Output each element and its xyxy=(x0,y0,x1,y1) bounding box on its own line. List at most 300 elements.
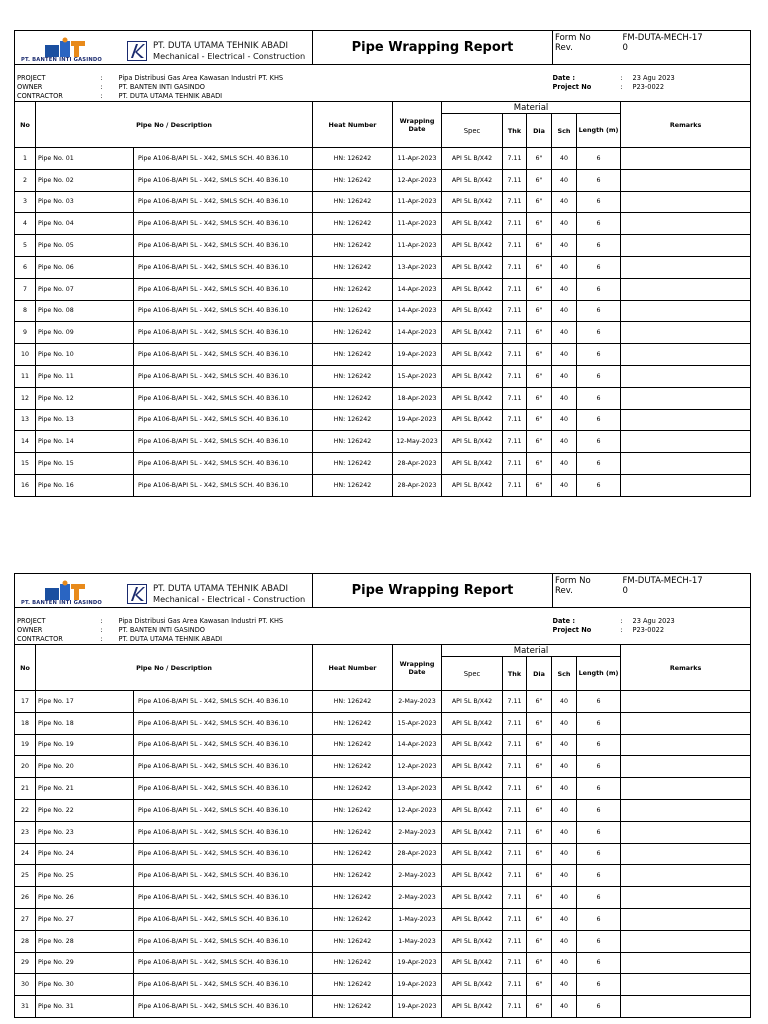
col-wrapping-date: Wrapping Date xyxy=(393,102,442,148)
wrapping-date: 11-Apr-2023 xyxy=(393,213,442,235)
spec: API 5L B/X42 xyxy=(442,734,503,756)
pipe-no: Pipe No. 18 xyxy=(36,712,134,734)
heat-number: HN: 126242 xyxy=(313,322,393,344)
spec: API 5L B/X42 xyxy=(442,344,503,366)
pipe-no: Pipe No. 16 xyxy=(36,474,134,496)
length: 6 xyxy=(577,996,621,1018)
pipe-no: Pipe No. 17 xyxy=(36,691,134,713)
remarks xyxy=(621,778,751,800)
pipe-no: Pipe No. 13 xyxy=(36,409,134,431)
table-row xyxy=(15,865,751,887)
owner-label: OWNER xyxy=(17,626,43,634)
thickness: 7.11 xyxy=(503,865,527,887)
table-row xyxy=(15,365,751,387)
col-no: No xyxy=(15,102,36,148)
length: 6 xyxy=(577,974,621,996)
wrapping-date: 19-Apr-2023 xyxy=(393,952,442,974)
diameter: 6" xyxy=(527,148,552,170)
row-number: 2 xyxy=(15,169,36,191)
remarks xyxy=(621,322,751,344)
length: 6 xyxy=(577,453,621,475)
schedule: 40 xyxy=(552,235,577,257)
length: 6 xyxy=(577,474,621,496)
table-row xyxy=(15,387,751,409)
table-row xyxy=(15,213,751,235)
table-row xyxy=(15,887,751,909)
length: 6 xyxy=(577,799,621,821)
pipe-description: Pipe A106-B/API 5L - X42, SMLS SCH. 40 B36.10 xyxy=(134,344,313,366)
row-number: 6 xyxy=(15,256,36,278)
pipe-no: Pipe No. 05 xyxy=(36,235,134,257)
diameter: 6" xyxy=(527,843,552,865)
diameter: 6" xyxy=(527,799,552,821)
thickness: 7.11 xyxy=(503,344,527,366)
pipe-description: Pipe A106-B/API 5L - X42, SMLS SCH. 40 B36.10 xyxy=(134,930,313,952)
table-row xyxy=(15,322,751,344)
col-pipe: Pipe No / Description xyxy=(36,645,313,691)
schedule: 40 xyxy=(552,169,577,191)
pipe-no: Pipe No. 04 xyxy=(36,213,134,235)
pipe-no: Pipe No. 10 xyxy=(36,344,134,366)
row-number: 27 xyxy=(15,908,36,930)
col-sch: Sch xyxy=(552,657,577,691)
spec: API 5L B/X42 xyxy=(442,431,503,453)
pipe-no: Pipe No. 25 xyxy=(36,865,134,887)
spec: API 5L B/X42 xyxy=(442,908,503,930)
length: 6 xyxy=(577,256,621,278)
heat-number: HN: 126242 xyxy=(313,169,393,191)
remarks xyxy=(621,235,751,257)
spec: API 5L B/X42 xyxy=(442,213,503,235)
spec: API 5L B/X42 xyxy=(442,865,503,887)
pipe-description: Pipe A106-B/API 5L - X42, SMLS SCH. 40 B36.10 xyxy=(134,453,313,475)
contractor-value: PT. DUTA UTAMA TEHNIK ABADI xyxy=(118,635,223,643)
spec: API 5L B/X42 xyxy=(442,365,503,387)
table-row xyxy=(15,734,751,756)
diameter: 6" xyxy=(527,887,552,909)
row-number: 14 xyxy=(15,431,36,453)
remarks xyxy=(621,431,751,453)
pipe-description: Pipe A106-B/API 5L - X42, SMLS SCH. 40 B36.10 xyxy=(134,256,313,278)
col-wrapping-date: Wrapping Date xyxy=(393,645,442,691)
owner-label: OWNER xyxy=(17,83,43,91)
heat-number: HN: 126242 xyxy=(313,148,393,170)
wrapping-date: 12-Apr-2023 xyxy=(393,799,442,821)
row-number: 22 xyxy=(15,799,36,821)
col-sch: Sch xyxy=(552,114,577,148)
pipe-description: Pipe A106-B/API 5L - X42, SMLS SCH. 40 B36.10 xyxy=(134,148,313,170)
row-number: 7 xyxy=(15,278,36,300)
thickness: 7.11 xyxy=(503,908,527,930)
heat-number: HN: 126242 xyxy=(313,300,393,322)
wrapping-date: 12-May-2023 xyxy=(393,431,442,453)
pipe-no: Pipe No. 11 xyxy=(36,365,134,387)
row-number: 5 xyxy=(15,235,36,257)
length: 6 xyxy=(577,778,621,800)
schedule: 40 xyxy=(552,256,577,278)
row-number: 23 xyxy=(15,821,36,843)
pipe-description: Pipe A106-B/API 5L - X42, SMLS SCH. 40 B36.10 xyxy=(134,756,313,778)
project-no-label: Project No xyxy=(552,83,592,91)
remarks xyxy=(621,278,751,300)
pipe-no: Pipe No. 20 xyxy=(36,756,134,778)
diameter: 6" xyxy=(527,278,552,300)
project-value: Pipa Distribusi Gas Area Kawasan Industri PT. KHS xyxy=(118,74,284,82)
date-label: Date : xyxy=(552,617,575,625)
remarks xyxy=(621,996,751,1018)
schedule: 40 xyxy=(552,365,577,387)
col-thk: Thk xyxy=(503,657,527,691)
logo-area xyxy=(15,31,313,65)
thickness: 7.11 xyxy=(503,843,527,865)
diameter: 6" xyxy=(527,453,552,475)
client-logo-text: PT. BANTEN INTI GASINDO xyxy=(21,57,103,63)
pipe-no: Pipe No. 01 xyxy=(36,148,134,170)
row-number: 18 xyxy=(15,712,36,734)
pipe-description: Pipe A106-B/API 5L - X42, SMLS SCH. 40 B36.10 xyxy=(134,712,313,734)
wrapping-date: 12-Apr-2023 xyxy=(393,756,442,778)
thickness: 7.11 xyxy=(503,409,527,431)
length: 6 xyxy=(577,712,621,734)
pipe-no: Pipe No. 29 xyxy=(36,952,134,974)
remarks xyxy=(621,365,751,387)
spec: API 5L B/X42 xyxy=(442,453,503,475)
pipe-description: Pipe A106-B/API 5L - X42, SMLS SCH. 40 B36.10 xyxy=(134,734,313,756)
col-remarks: Remarks xyxy=(621,102,751,148)
table-row xyxy=(15,756,751,778)
project-no-label: Project No xyxy=(552,626,592,634)
date-value: 23 Agu 2023 xyxy=(632,617,675,625)
logo-area xyxy=(15,574,313,608)
col-length: Length (m) xyxy=(577,657,621,691)
schedule: 40 xyxy=(552,300,577,322)
wrapping-date: 12-Apr-2023 xyxy=(393,169,442,191)
length: 6 xyxy=(577,865,621,887)
pipe-no: Pipe No. 03 xyxy=(36,191,134,213)
spec: API 5L B/X42 xyxy=(442,930,503,952)
schedule: 40 xyxy=(552,734,577,756)
contractor-label: CONTRACTOR xyxy=(17,92,63,100)
remarks xyxy=(621,887,751,909)
col-heat: Heat Number xyxy=(313,102,393,148)
thickness: 7.11 xyxy=(503,821,527,843)
pipe-no: Pipe No. 23 xyxy=(36,821,134,843)
pipe-no: Pipe No. 12 xyxy=(36,387,134,409)
diameter: 6" xyxy=(527,300,552,322)
report-header xyxy=(14,573,751,608)
pipe-no: Pipe No. 14 xyxy=(36,431,134,453)
length: 6 xyxy=(577,691,621,713)
diameter: 6" xyxy=(527,169,552,191)
heat-number: HN: 126242 xyxy=(313,409,393,431)
banten-inti-gasindo-logo xyxy=(43,37,87,59)
diameter: 6" xyxy=(527,996,552,1018)
pipe-description: Pipe A106-B/API 5L - X42, SMLS SCH. 40 B36.10 xyxy=(134,365,313,387)
row-number: 25 xyxy=(15,865,36,887)
remarks xyxy=(621,387,751,409)
length: 6 xyxy=(577,278,621,300)
schedule: 40 xyxy=(552,712,577,734)
owner-value: PT. BANTEN INTI GASINDO xyxy=(118,83,205,91)
pipe-description: Pipe A106-B/API 5L - X42, SMLS SCH. 40 B36.10 xyxy=(134,843,313,865)
table-row xyxy=(15,278,751,300)
row-number: 28 xyxy=(15,930,36,952)
form-no-label: Form No xyxy=(555,33,591,43)
row-number: 31 xyxy=(15,996,36,1018)
wrapping-date: 1-May-2023 xyxy=(393,930,442,952)
diameter: 6" xyxy=(527,387,552,409)
table-row xyxy=(15,191,751,213)
wrapping-date: 2-May-2023 xyxy=(393,865,442,887)
row-number: 9 xyxy=(15,322,36,344)
wrapping-date: 2-May-2023 xyxy=(393,887,442,909)
col-material: Material xyxy=(442,102,621,114)
diameter: 6" xyxy=(527,235,552,257)
pipe-description: Pipe A106-B/API 5L - X42, SMLS SCH. 40 B36.10 xyxy=(134,387,313,409)
schedule: 40 xyxy=(552,974,577,996)
wrapping-date: 2-May-2023 xyxy=(393,691,442,713)
heat-number: HN: 126242 xyxy=(313,431,393,453)
length: 6 xyxy=(577,821,621,843)
pipe-description: Pipe A106-B/API 5L - X42, SMLS SCH. 40 B36.10 xyxy=(134,821,313,843)
schedule: 40 xyxy=(552,996,577,1018)
report-sheet-2 xyxy=(14,573,750,1018)
wrapping-date: 28-Apr-2023 xyxy=(393,453,442,475)
remarks xyxy=(621,148,751,170)
wrapping-date: 2-May-2023 xyxy=(393,821,442,843)
client-logo-text: PT. BANTEN INTI GASINDO xyxy=(21,600,103,606)
length: 6 xyxy=(577,191,621,213)
heat-number: HN: 126242 xyxy=(313,996,393,1018)
wrapping-date: 18-Apr-2023 xyxy=(393,387,442,409)
table-row xyxy=(15,431,751,453)
diameter: 6" xyxy=(527,365,552,387)
thickness: 7.11 xyxy=(503,691,527,713)
table-row xyxy=(15,691,751,713)
duta-logo-icon xyxy=(127,41,147,61)
spec: API 5L B/X42 xyxy=(442,278,503,300)
table-row xyxy=(15,996,751,1018)
table-row xyxy=(15,974,751,996)
wrapping-date: 28-Apr-2023 xyxy=(393,474,442,496)
contractor-label: CONTRACTOR xyxy=(17,635,63,643)
heat-number: HN: 126242 xyxy=(313,952,393,974)
heat-number: HN: 126242 xyxy=(313,453,393,475)
remarks xyxy=(621,799,751,821)
wrapping-date: 14-Apr-2023 xyxy=(393,734,442,756)
pipe-description: Pipe A106-B/API 5L - X42, SMLS SCH. 40 B36.10 xyxy=(134,300,313,322)
pipe-no: Pipe No. 24 xyxy=(36,843,134,865)
spec: API 5L B/X42 xyxy=(442,474,503,496)
schedule: 40 xyxy=(552,322,577,344)
schedule: 40 xyxy=(552,778,577,800)
wrapping-date: 11-Apr-2023 xyxy=(393,148,442,170)
heat-number: HN: 126242 xyxy=(313,712,393,734)
company-tagline: Mechanical - Electrical - Construction xyxy=(153,51,306,61)
remarks xyxy=(621,256,751,278)
table-row xyxy=(15,843,751,865)
company-tagline: Mechanical - Electrical - Construction xyxy=(153,594,306,604)
spec: API 5L B/X42 xyxy=(442,843,503,865)
schedule: 40 xyxy=(552,191,577,213)
report-title: Pipe Wrapping Report xyxy=(313,574,553,608)
pipe-no: Pipe No. 09 xyxy=(36,322,134,344)
row-number: 16 xyxy=(15,474,36,496)
spec: API 5L B/X42 xyxy=(442,974,503,996)
table-row xyxy=(15,474,751,496)
row-number: 26 xyxy=(15,887,36,909)
diameter: 6" xyxy=(527,409,552,431)
project-label: PROJECT xyxy=(17,617,46,625)
company-name: PT. DUTA UTAMA TEHNIK ABADI xyxy=(153,41,289,51)
duta-logo-icon xyxy=(127,584,147,604)
thickness: 7.11 xyxy=(503,387,527,409)
schedule: 40 xyxy=(552,387,577,409)
rev-label: Rev. xyxy=(555,43,573,53)
date-label: Date : xyxy=(552,74,575,82)
pipe-no: Pipe No. 07 xyxy=(36,278,134,300)
length: 6 xyxy=(577,756,621,778)
length: 6 xyxy=(577,887,621,909)
length: 6 xyxy=(577,322,621,344)
thickness: 7.11 xyxy=(503,974,527,996)
thickness: 7.11 xyxy=(503,256,527,278)
report-header xyxy=(14,30,751,65)
pipe-no: Pipe No. 08 xyxy=(36,300,134,322)
schedule: 40 xyxy=(552,930,577,952)
row-number: 13 xyxy=(15,409,36,431)
remarks xyxy=(621,756,751,778)
remarks xyxy=(621,453,751,475)
project-label: PROJECT xyxy=(17,74,46,82)
diameter: 6" xyxy=(527,256,552,278)
schedule: 40 xyxy=(552,278,577,300)
row-number: 29 xyxy=(15,952,36,974)
diameter: 6" xyxy=(527,865,552,887)
row-number: 19 xyxy=(15,734,36,756)
project-info: PROJECT : Pipa Distribusi Gas Area Kawasan Industri PT. KHS Date : : 23 Agu 2023 OWNER : PT. BANTEN INTI GASINDO Project No : P23-0022 CONTRACTOR : PT. DUTA UTAMA TEHNIK ABADI xyxy=(14,608,751,644)
pipe-description: Pipe A106-B/API 5L - X42, SMLS SCH. 40 B36.10 xyxy=(134,213,313,235)
table-row xyxy=(15,908,751,930)
thickness: 7.11 xyxy=(503,148,527,170)
row-number: 24 xyxy=(15,843,36,865)
thickness: 7.11 xyxy=(503,322,527,344)
schedule: 40 xyxy=(552,908,577,930)
spec: API 5L B/X42 xyxy=(442,712,503,734)
remarks xyxy=(621,734,751,756)
spec: API 5L B/X42 xyxy=(442,778,503,800)
spec: API 5L B/X42 xyxy=(442,256,503,278)
form-no-value: FM-DUTA-MECH-17 xyxy=(622,33,703,43)
schedule: 40 xyxy=(552,344,577,366)
row-number: 1 xyxy=(15,148,36,170)
table-row xyxy=(15,256,751,278)
schedule: 40 xyxy=(552,213,577,235)
spec: API 5L B/X42 xyxy=(442,799,503,821)
thickness: 7.11 xyxy=(503,453,527,475)
table-row xyxy=(15,148,751,170)
schedule: 40 xyxy=(552,431,577,453)
pipe-description: Pipe A106-B/API 5L - X42, SMLS SCH. 40 B36.10 xyxy=(134,235,313,257)
pipe-no: Pipe No. 31 xyxy=(36,996,134,1018)
thickness: 7.11 xyxy=(503,887,527,909)
col-dia: Dia xyxy=(527,657,552,691)
length: 6 xyxy=(577,409,621,431)
thickness: 7.11 xyxy=(503,474,527,496)
pipe-description: Pipe A106-B/API 5L - X42, SMLS SCH. 40 B36.10 xyxy=(134,474,313,496)
pipe-no: Pipe No. 27 xyxy=(36,908,134,930)
diameter: 6" xyxy=(527,821,552,843)
remarks xyxy=(621,821,751,843)
schedule: 40 xyxy=(552,843,577,865)
thickness: 7.11 xyxy=(503,300,527,322)
remarks xyxy=(621,409,751,431)
pipe-description: Pipe A106-B/API 5L - X42, SMLS SCH. 40 B36.10 xyxy=(134,191,313,213)
pipe-description: Pipe A106-B/API 5L - X42, SMLS SCH. 40 B36.10 xyxy=(134,952,313,974)
pipe-no: Pipe No. 30 xyxy=(36,974,134,996)
schedule: 40 xyxy=(552,409,577,431)
table-row xyxy=(15,821,751,843)
col-remarks: Remarks xyxy=(621,645,751,691)
pipe-description: Pipe A106-B/API 5L - X42, SMLS SCH. 40 B36.10 xyxy=(134,865,313,887)
schedule: 40 xyxy=(552,148,577,170)
rev-label: Rev. xyxy=(555,586,573,596)
schedule: 40 xyxy=(552,952,577,974)
pipe-description: Pipe A106-B/API 5L - X42, SMLS SCH. 40 B36.10 xyxy=(134,887,313,909)
remarks xyxy=(621,191,751,213)
schedule: 40 xyxy=(552,756,577,778)
heat-number: HN: 126242 xyxy=(313,778,393,800)
project-value: Pipa Distribusi Gas Area Kawasan Industri PT. KHS xyxy=(118,617,284,625)
pipe-no: Pipe No. 22 xyxy=(36,799,134,821)
remarks xyxy=(621,213,751,235)
thickness: 7.11 xyxy=(503,734,527,756)
spec: API 5L B/X42 xyxy=(442,756,503,778)
owner-value: PT. BANTEN INTI GASINDO xyxy=(118,626,205,634)
diameter: 6" xyxy=(527,778,552,800)
thickness: 7.11 xyxy=(503,365,527,387)
thickness: 7.11 xyxy=(503,996,527,1018)
remarks xyxy=(621,344,751,366)
pipe-description: Pipe A106-B/API 5L - X42, SMLS SCH. 40 B36.10 xyxy=(134,169,313,191)
pipe-table xyxy=(14,101,751,497)
report-title: Pipe Wrapping Report xyxy=(313,31,553,65)
remarks xyxy=(621,865,751,887)
pipe-description: Pipe A106-B/API 5L - X42, SMLS SCH. 40 B36.10 xyxy=(134,409,313,431)
pipe-description: Pipe A106-B/API 5L - X42, SMLS SCH. 40 B36.10 xyxy=(134,322,313,344)
heat-number: HN: 126242 xyxy=(313,213,393,235)
spec: API 5L B/X42 xyxy=(442,996,503,1018)
table-row xyxy=(15,712,751,734)
date-value: 23 Agu 2023 xyxy=(632,74,675,82)
thickness: 7.11 xyxy=(503,191,527,213)
thickness: 7.11 xyxy=(503,235,527,257)
row-number: 10 xyxy=(15,344,36,366)
length: 6 xyxy=(577,952,621,974)
heat-number: HN: 126242 xyxy=(313,344,393,366)
table-row xyxy=(15,778,751,800)
diameter: 6" xyxy=(527,431,552,453)
wrapping-date: 19-Apr-2023 xyxy=(393,409,442,431)
project-no-value: P23-0022 xyxy=(632,626,665,634)
row-number: 8 xyxy=(15,300,36,322)
wrapping-date: 15-Apr-2023 xyxy=(393,712,442,734)
row-number: 11 xyxy=(15,365,36,387)
schedule: 40 xyxy=(552,865,577,887)
wrapping-date: 11-Apr-2023 xyxy=(393,191,442,213)
thickness: 7.11 xyxy=(503,778,527,800)
remarks xyxy=(621,300,751,322)
